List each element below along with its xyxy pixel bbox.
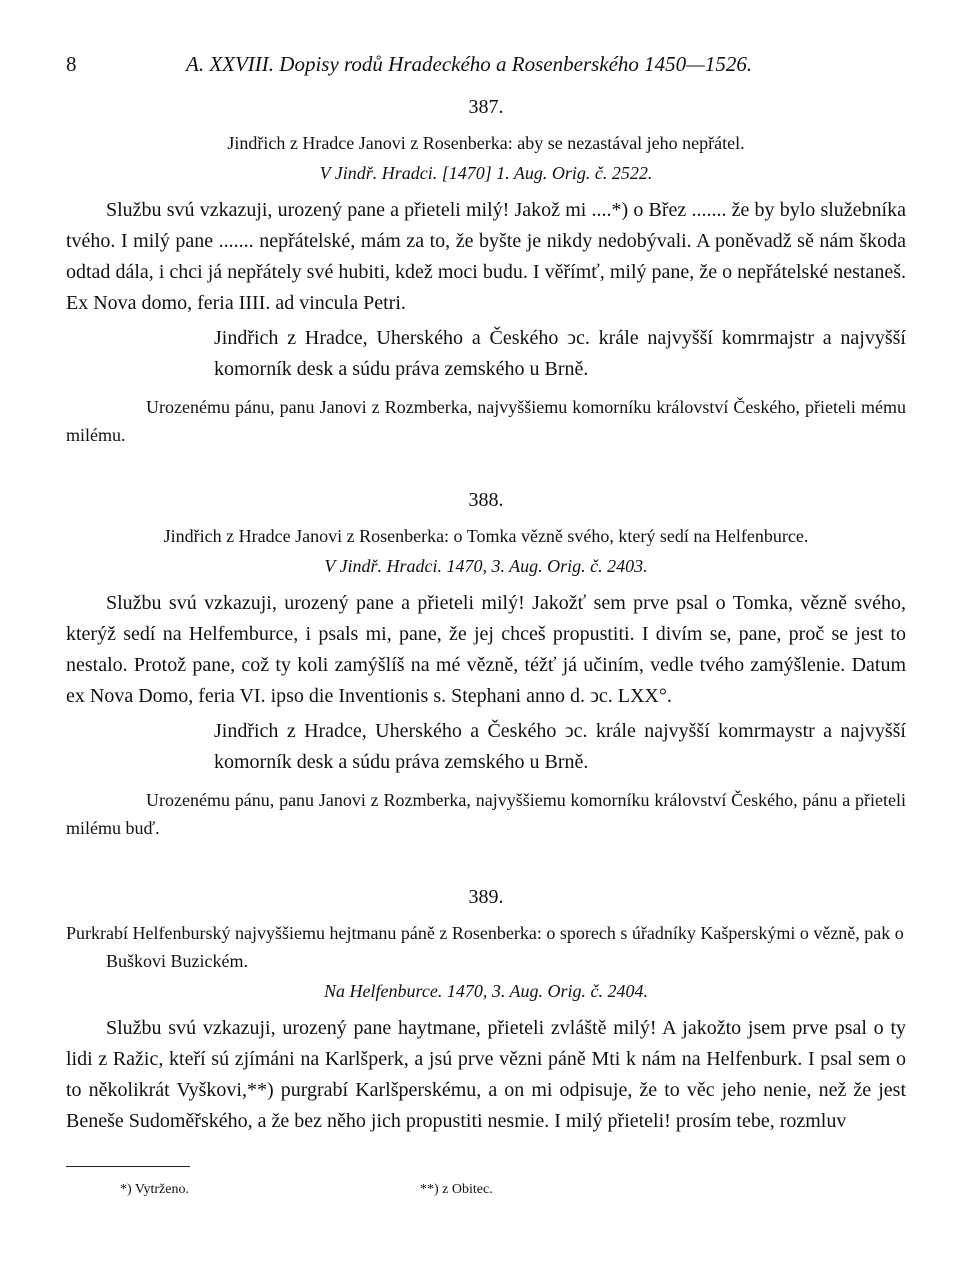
letter-body: Službu svú vzkazuji, urozený pane haytmane, přieteli zvláště milý! A jakožto jsem prve psal o ty lidi z Ražic, kteří sú zjímáni na Karlšperk, a jsú prve vězni páně Mti k nám na Helfenburk. I psal sem o to několikrát Vyškovi,**) purgrabí Karlšperskému, a on mi odpisuje, že to věc jeho nenie, než že jest Beneše Sudoměřského, a že bez něho jich propustiti nesmie. I milý přieteli! prosím tebe, rozmluv [66, 1017, 906, 1132]
letter-summary: Jindřich z Hradce Janovi z Rosenberka: o Tomka vězně svého, který sedí na Helfenburce. [163, 526, 809, 546]
running-title: A. XXVIII. Dopisy rodů Hradeckého a Rosenberského 1450—1526. [186, 52, 753, 76]
letter-summary: Jindřich z Hradce Janovi z Rosenberka: aby se nezastával jeho nepřátel. [227, 133, 745, 153]
letter-body: Službu svú vzkazuji, urozený pane a přieteli milý! Jakožť sem prve psal o Tomka, vězně svého, kterýž sedí na Helfemburce, i psals mi, pane, že jej chceš propustiti. I divím se, pane, proč se jest to nestalo. Protož pane, což ty koli zamýšlíš na mé vězně, téžť já učiním, vedle tvého zamýšlenie. Datum ex Nova Domo, feria VI. ipso die Inventionis s. Stephani anno d. ↄc. LXX°. [66, 592, 906, 707]
letter-389 [66, 886, 906, 1137]
footnote-divider [66, 1166, 190, 1167]
letter-number: 387. [468, 96, 504, 118]
letter-summary: Purkrabí Helfenburský najvyššiemu hejtmanu páně z Rosenberka: o sporech s úřadníky Kašperskými o vězně, pak o Buškovi Buzickém. [66, 923, 904, 971]
page-body [66, 96, 906, 1137]
letter-source: V Jindř. Hradci. [1470] 1. Aug. Orig. č. 2522. [319, 163, 653, 183]
letter-388 [66, 489, 906, 842]
letter-387 [66, 96, 906, 449]
letter-source: Na Helfenburce. 1470, 3. Aug. Orig. č. 2404. [324, 981, 648, 1001]
footnote-1: *) Vytrženo. [120, 1182, 189, 1197]
letter-signature: Jindřich z Hradce, Uherského a Českého ↄc. krále najvyšší komrmaystr a najvyšší komorník desk a súdu práva zemského u Brně. [214, 720, 906, 773]
letter-source: V Jindř. Hradci. 1470, 3. Aug. Orig. č. 2403. [324, 556, 648, 576]
letter-address: Urozenému pánu, panu Janovi z Rozmberka, najvyššiemu komorníku království Českého, přieteli mému milému. [66, 397, 906, 445]
footnote-2: **) z Obitec. [420, 1182, 493, 1197]
page-header [66, 46, 906, 86]
letter-body: Službu svú vzkazuji, urozený pane a přieteli milý! Jakož mi ....*) o Břez ....... že by bylo služebníka tvého. I milý pane ....... nepřátelské, mám za to, že byšte je nikdy nedobývali. A poněvadž sě nám škoda odtad dála, i chci já nepřátely své hubiti, kdež moci budu. I věřímť, milý pane, že o nepřátelské nestaneš. Ex Nova domo, feria IIII. ad vincula Petri. [66, 199, 906, 314]
page-number: 8 [66, 52, 77, 76]
letter-number: 389. [468, 886, 504, 908]
letter-number: 388. [468, 489, 504, 511]
letter-address: Urozenému pánu, panu Janovi z Rozmberka, najvyššiemu komorníku království Českého, pánu a přieteli milému buď. [66, 790, 906, 838]
letter-signature: Jindřich z Hradce, Uherského a Českého ↄc. krále najvyšší komrmajstr a najvyšší komorník desk a súdu práva zemského u Brně. [214, 327, 906, 380]
